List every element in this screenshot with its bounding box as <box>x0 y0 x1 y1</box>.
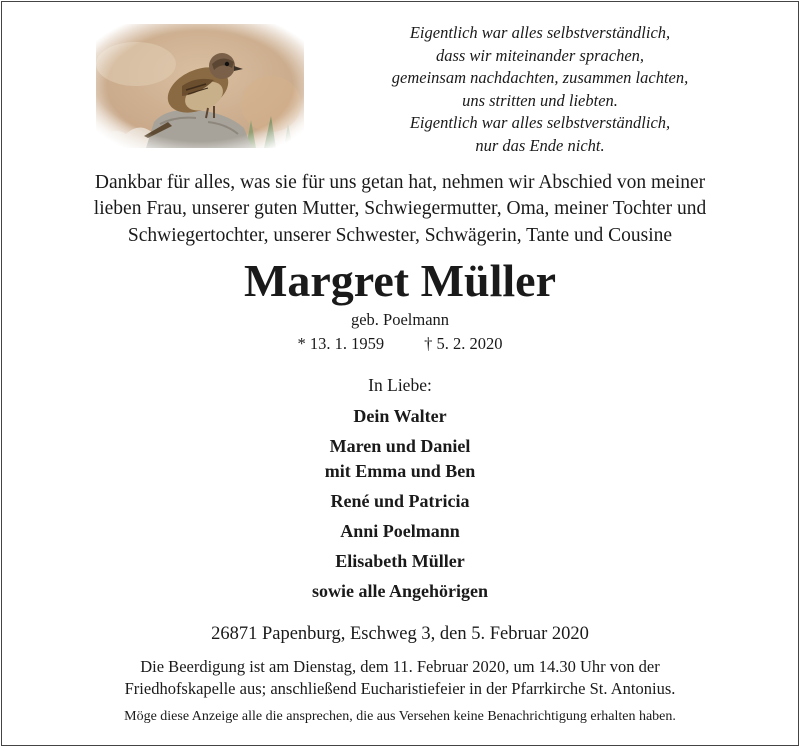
poem-line: dass wir miteinander sprachen, <box>435 45 645 65</box>
mourner-group <box>0 434 800 484</box>
funeral-line: Die Beerdigung ist am Dienstag, dem 11. Februar 2020, um 14.30 Uhr von der <box>140 657 660 676</box>
mourners-list <box>0 404 800 609</box>
mourner-line: Anni Poelmann <box>340 521 460 541</box>
life-dates <box>0 332 800 356</box>
birth-date: * 13. 1. 1959 <box>297 334 385 353</box>
mourner-line: Dein Walter <box>353 406 447 426</box>
funeral-line: Friedhofskapelle aus; anschließend Eucharistiefeier in der Pfarrkirche St. Antonius. <box>124 678 676 698</box>
mourner-group <box>0 519 800 544</box>
mourner-group <box>0 404 800 429</box>
poem-line: gemeinsam nachdachten, zusammen lachten, <box>391 68 689 88</box>
poem-line: uns stritten und liebten. <box>462 90 618 110</box>
intro-line: lieben Frau, unserer guten Mutter, Schwiegermutter, Oma, meiner Tochter und <box>93 198 707 220</box>
maiden-name: geb. Poelmann <box>350 310 450 329</box>
intro-line: Schwiegertochter, unserer Schwester, Schwägerin, Tante und Cousine <box>127 224 673 246</box>
intro-line: Dankbar für alles, was sie für uns getan hat, nehmen wir Abschied von meiner <box>94 172 706 193</box>
in-love-heading: In Liebe: <box>368 375 432 395</box>
poem <box>340 22 740 158</box>
mourner-line: mit Emma und Ben <box>324 461 476 481</box>
poem-line: Eigentlich war alles selbstverständlich, <box>409 113 671 133</box>
poem-line: nur das Ende nicht. <box>475 135 605 155</box>
place-and-date: 26871 Papenburg, Eschweg 3, den 5. Februar 2020 <box>211 624 589 644</box>
mourner-line: Maren und Daniel <box>329 436 471 456</box>
mourner-line: Elisabeth Müller <box>335 551 465 571</box>
mourner-line: sowie alle Angehörigen <box>312 581 488 601</box>
funeral-info <box>0 656 800 699</box>
death-date: † 5. 2. 2020 <box>424 334 503 353</box>
sparrow-photo <box>96 24 304 148</box>
intro-text <box>0 170 800 249</box>
sparrow-image <box>96 24 304 148</box>
mourner-group <box>0 549 800 574</box>
mourner-line: René und Patricia <box>330 491 470 511</box>
mourner-group <box>0 489 800 514</box>
closing-note: Möge diese Anzeige alle die ansprechen, die aus Versehen keine Benachrichtigung erhalten haben. <box>124 709 676 724</box>
poem-line: Eigentlich war alles selbstverständlich, <box>409 23 671 42</box>
mourner-group <box>0 579 800 604</box>
deceased-name: Margret Müller <box>243 255 557 306</box>
